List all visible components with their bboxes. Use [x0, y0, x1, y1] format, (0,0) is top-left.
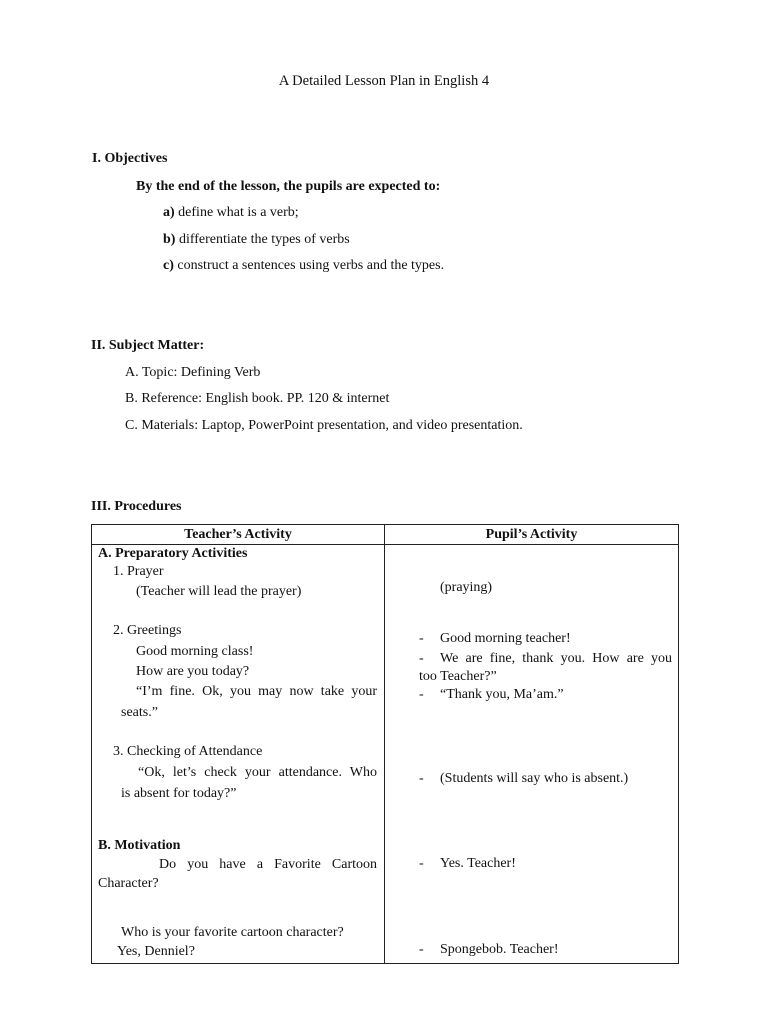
motivation-line: Do you have a Favorite Cartoon	[159, 857, 377, 872]
table-row	[92, 545, 679, 964]
dash-bullet: -	[419, 631, 424, 646]
objective-text: define what is a verb;	[178, 205, 299, 220]
section-b-heading: B. Motivation	[98, 838, 181, 853]
attendance-line: is absent for today?”	[121, 786, 237, 801]
pupil-response: “Thank you, Ma’am.”	[440, 687, 564, 702]
attendance-label: 3. Checking of Attendance	[113, 744, 263, 759]
dash-bullet: -	[419, 771, 424, 786]
subject-matter-topic: A. Topic: Defining Verb	[125, 365, 261, 380]
pupil-response: Yes. Teacher!	[440, 856, 516, 871]
section-a-heading: A. Preparatory Activities	[98, 546, 248, 561]
dash-bullet: -	[419, 651, 424, 666]
greetings-label: 2. Greetings	[113, 623, 182, 638]
objectives-heading: I. Objectives	[92, 151, 168, 166]
pupil-activity-cell	[385, 545, 679, 964]
objective-letter: c)	[163, 258, 174, 273]
dash-bullet: -	[419, 942, 424, 957]
objective-letter: a)	[163, 205, 175, 220]
prayer-label: 1. Prayer	[113, 564, 164, 579]
objective-text: differentiate the types of verbs	[178, 232, 350, 247]
objective-item	[163, 205, 299, 221]
subject-matter-reference: B. Reference: English book. PP. 120 & internet	[125, 391, 390, 406]
greeting-line: “I’m fine. Ok, you may now take your	[136, 684, 377, 699]
objective-item	[163, 258, 444, 274]
pupil-response: too Teacher?”	[419, 669, 497, 684]
pupil-response: Spongebob. Teacher!	[440, 942, 559, 957]
pupil-response: (praying)	[440, 580, 493, 595]
procedures-heading: III. Procedures	[91, 499, 182, 514]
attendance-line: “Ok, let’s check your attendance. Who	[138, 765, 377, 780]
teacher-activity-cell	[92, 545, 385, 964]
objective-text: construct a sentences using verbs and the types.	[177, 258, 445, 273]
dash-bullet: -	[419, 687, 424, 702]
motivation-line: Who is your favorite cartoon character?	[121, 925, 344, 940]
motivation-line: Character?	[98, 876, 159, 891]
pupil-activity-header: Pupil’s Activity	[385, 525, 679, 545]
objectives-intro: By the end of the lesson, the pupils are expected to:	[136, 179, 441, 194]
greeting-line: Good morning class!	[136, 644, 254, 659]
objective-letter: b)	[163, 232, 176, 247]
greeting-line: seats.”	[121, 705, 158, 720]
objective-item	[163, 232, 350, 248]
pupil-response: Good morning teacher!	[440, 631, 571, 646]
subject-matter-heading: II. Subject Matter:	[91, 338, 205, 353]
pupil-response: (Students will say who is absent.)	[440, 771, 629, 786]
dash-bullet: -	[419, 856, 424, 871]
subject-matter-materials: C. Materials: Laptop, PowerPoint presentation, and video presentation.	[125, 418, 523, 433]
teacher-activity-header: Teacher’s Activity	[92, 525, 385, 545]
pupil-response: We are fine, thank you. How are you	[440, 651, 672, 666]
prayer-note: (Teacher will lead the prayer)	[136, 584, 302, 599]
table-header-row	[92, 525, 679, 545]
document-title: A Detailed Lesson Plan in English 4	[278, 73, 490, 89]
motivation-line: Yes, Denniel?	[117, 944, 195, 959]
procedures-table	[91, 524, 679, 964]
greeting-line: How are you today?	[136, 664, 250, 679]
